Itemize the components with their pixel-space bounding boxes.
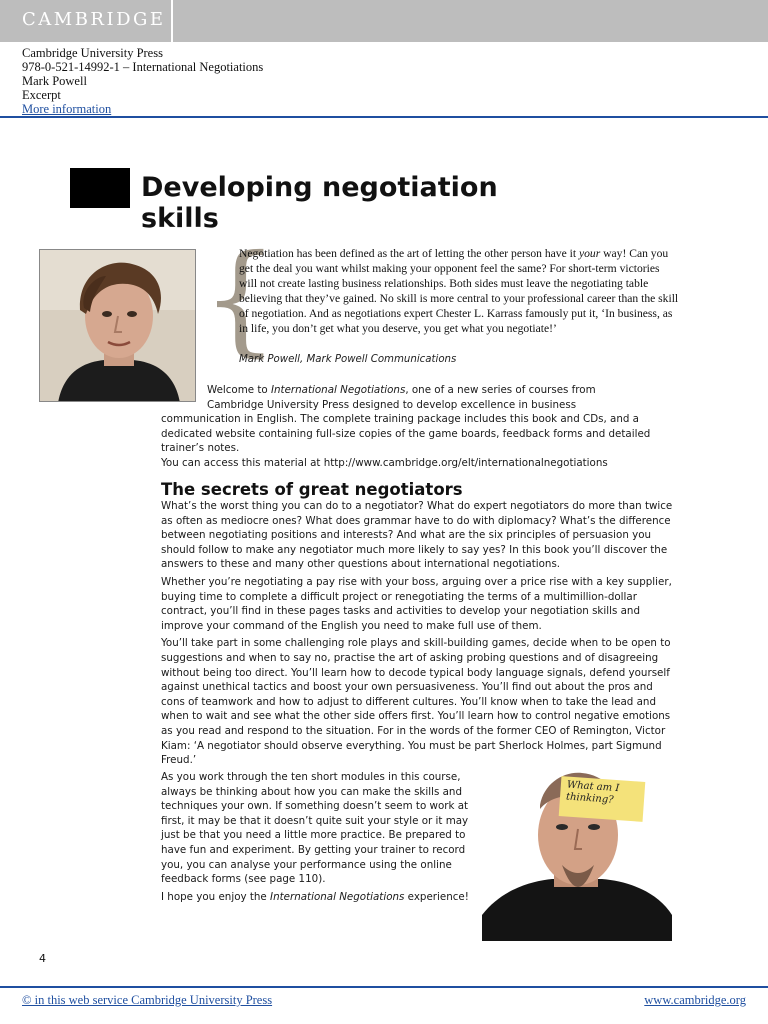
author-line: Mark Powell xyxy=(22,74,87,88)
section-closing xyxy=(161,770,469,907)
quote-text-part-a: Negotiation has been defined as the art of letting the other person have it xyxy=(239,247,579,260)
chapter-marker-block xyxy=(70,168,130,208)
author-photo xyxy=(39,249,196,402)
intro-course-title: International Negotiations xyxy=(270,384,406,396)
section-paragraph-5 xyxy=(161,890,469,905)
intro-text-d: communication in English. The complete training package includes this book and CDs, and a dedicated website containing full-size copies of the game boards, feedback forms and detailed trainer’s notes. xyxy=(161,413,651,455)
book-meta xyxy=(22,46,263,116)
sticky-note: What am I thinking? xyxy=(559,776,646,822)
opening-quote xyxy=(239,246,679,336)
intro-text-c: Cambridge University Press designed to develop excellence in business xyxy=(207,398,577,411)
quote-attribution: Mark Powell, Mark Powell Communications xyxy=(239,354,457,365)
section-paragraph-4: As you work through the ten short modules in this course, always be thinking about how you can make the skills and techniques your own. If something doesn’t seem to work at first, it may be that it doesn’t quite suit your style or it may just be that you need a little more practice. Be prepared to have fun and experiment. By getting your trainer to record you, you can analyse your performance using the online feedback forms (see page 110). xyxy=(161,771,469,886)
publisher-line: Cambridge University Press xyxy=(22,46,163,60)
chapter-title xyxy=(141,172,581,234)
section-paragraph-1: What’s the worst thing you can do to a negotiator? What do expert negotiators do more than twice as often as mediocre ones? What does grammar have to do with diplomacy? What’s the difference between negotiating positions and interests? And what are the six principles of persuasion you should follow to make any negotiator much more likely to say yes? In this book you’ll discover the answers to these and many other questions about international negotiations. xyxy=(161,500,673,571)
closing-text-a: I hope you enjoy the xyxy=(161,890,271,903)
quote-brace-icon: { xyxy=(202,230,279,369)
header-rule xyxy=(0,116,768,118)
cambridge-logo: CAMBRIDGE xyxy=(22,9,166,30)
intro-url-line: You can access this material at http://www.cambridge.org/elt/internationalnegotiations xyxy=(161,456,608,469)
isbn-line: 978-0-521-14992-1 – International Negotiations xyxy=(22,60,264,74)
copyright-link[interactable]: © in this web service Cambridge University Press xyxy=(22,993,273,1007)
chapter-title-line1: Developing negotiation xyxy=(141,172,498,203)
cambridge-website-link[interactable]: www.cambridge.org xyxy=(644,993,746,1007)
intro-text xyxy=(161,383,681,474)
closing-text-b: experience! xyxy=(404,890,469,903)
author-portrait-illustration xyxy=(40,250,196,402)
quote-emphasis: your xyxy=(578,247,601,260)
more-information-link[interactable]: More information xyxy=(22,102,112,116)
page-number: 4 xyxy=(39,952,46,965)
section-body xyxy=(161,499,676,771)
footer-rule xyxy=(0,986,768,988)
excerpt-line: Excerpt xyxy=(22,88,61,102)
section-paragraph-3: You’ll take part in some challenging role plays and skill-building games, decide when to be open to suggestions and when to say no, practise the art of asking probing questions and of disagreeing without being too direct. You’ll learn how to decode typical body language signals, defend yourself against unethical tactics and boost your own persuasiveness. You’ll find out about the pros and cons of teamwork and how to adjust to different cultures. You’ll know when to take the lead and when to wait and see what the other side offers first. You’ll learn how to control negative emotions as you read and respond to the situation. For in the words of the former CEO of Remington, Victor Kiam: ‘A negotiator should observe everything. You must be part Sherlock Holmes, part Sigmund Freud.’ xyxy=(161,637,671,767)
top-bar xyxy=(0,0,768,42)
intro-text-a: Welcome to xyxy=(207,384,271,396)
section-heading: The secrets of great negotiators xyxy=(161,480,463,499)
quote-text-part-b: way! Can you get the deal you want whilst making your opponent feel the same? For short-term victories will not create lasting business relationships. Both sides must leave the negotiating table believing that they’ve gained. No skill is more central to your professional career than the skill of negotiation. And as negotiations expert Chester L. Karrass famously put it, ‘In business, as in life, you don’t get what you deserve, you get what you negotiate!’ xyxy=(239,247,679,335)
top-bar-divider xyxy=(171,0,173,42)
section-paragraph-2: Whether you’re negotiating a pay rise with your boss, arguing over a price rise with a key supplier, buying time to complete a difficult project or renegotiating the terms of a multimillion-dollar contract, you’ll find in these pages tasks and activities to develop your negotiation skills and improve your command of the English you need to make full use of them. xyxy=(161,575,672,632)
intro-text-b: , one of a new series of courses from xyxy=(405,384,596,396)
closing-course-title: International Negotiations xyxy=(270,890,405,903)
chapter-title-line2: skills xyxy=(141,203,219,234)
